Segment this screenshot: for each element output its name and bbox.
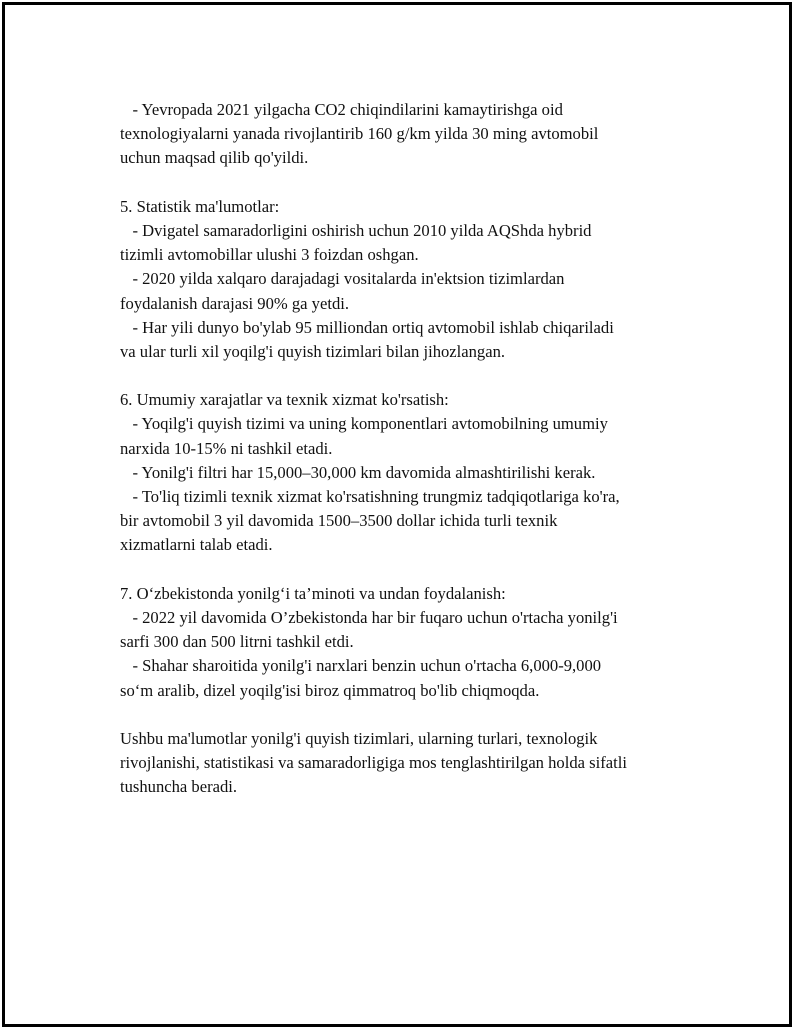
- text-line: - Yevropada 2021 yilgacha CO2 chiqindilarini kamaytirishga oid: [120, 100, 563, 119]
- paragraph-gap: [120, 558, 740, 582]
- text-line: texnologiyalarni yanada rivojlantirib 160 g/km yilda 30 ming avtomobil: [120, 124, 599, 144]
- text-line: tushuncha beradi.: [120, 777, 238, 797]
- intro-bullet-europe: [120, 98, 740, 171]
- page-frame: [2, 2, 792, 1027]
- section-7-uzbekistan-fuel: [120, 582, 740, 703]
- paragraph-gap: [120, 703, 740, 727]
- text-line: va ular turli xil yoqilg'i quyish tizimlari bilan jihozlangan.: [120, 341, 506, 361]
- text-line: sarfi 300 dan 500 litrni tashkil etdi.: [120, 632, 354, 652]
- section-6-costs-maintenance: [120, 388, 740, 557]
- text-line: foydalanish darajasi 90% ga yetdi.: [120, 293, 350, 313]
- section-heading: 5. Statistik ma'lumotlar:: [120, 196, 280, 216]
- text-line: uchun maqsad qilib qo'yildi.: [120, 148, 309, 168]
- text-line: - Har yili dunyo bo'ylab 95 milliondan ortiq avtomobil ishlab chiqariladi: [120, 317, 614, 337]
- section-heading: 6. Umumiy xarajatlar va texnik xizmat ko'rsatish:: [120, 390, 449, 410]
- text-line: Ushbu ma'lumotlar yonilg'i quyish tizimlari, ularning turlari, texnologik: [120, 728, 598, 748]
- text-line: so‘m aralib, dizel yoqilg'isi biroz qimmatroq bo'lib chiqmoqda.: [120, 680, 540, 700]
- text-line: - 2020 yilda xalqaro darajadagi vositalarda in'ektsion tizimlardan: [120, 269, 565, 289]
- text-line: - To'liq tizimli texnik xizmat ko'rsatishning trungmiz tadqiqotlariga ko'ra,: [120, 487, 620, 506]
- conclusion-paragraph: [120, 727, 740, 800]
- paragraph-gap: [120, 171, 740, 195]
- text-line: narxida 10-15% ni tashkil etadi.: [120, 438, 333, 458]
- section-heading: 7. O‘zbekistonda yonilg‘i ta’minoti va undan foydalanish:: [120, 583, 506, 603]
- text-line: xizmatlarni talab etadi.: [120, 535, 273, 555]
- text-line: - Yonilg'i filtri har 15,000–30,000 km davomida almashtirilishi kerak.: [120, 462, 596, 482]
- document-body: [120, 98, 740, 799]
- text-line: rivojlanishi, statistikasi va samaradorligiga mos tenglashtirilgan holda sifatli: [120, 753, 627, 773]
- section-5-statistics: [120, 195, 740, 364]
- text-line: tizimli avtomobillar ulushi 3 foizdan oshgan.: [120, 245, 419, 265]
- text-line: - Dvigatel samaradorligini oshirish uchun 2010 yilda AQShda hybrid: [120, 220, 592, 240]
- text-line: - 2022 yil davomida O’zbekistonda har bir fuqaro uchun o'rtacha yonilg'i: [120, 607, 618, 627]
- text-line: - Shahar sharoitida yonilg'i narxlari benzin uchun o'rtacha 6,000-9,000: [120, 656, 602, 676]
- paragraph-gap: [120, 364, 740, 388]
- text-line: bir avtomobil 3 yil davomida 1500–3500 dollar ichida turli texnik: [120, 511, 558, 531]
- text-line: - Yoqilg'i quyish tizimi va uning komponentlari avtomobilning umumiy: [120, 414, 608, 434]
